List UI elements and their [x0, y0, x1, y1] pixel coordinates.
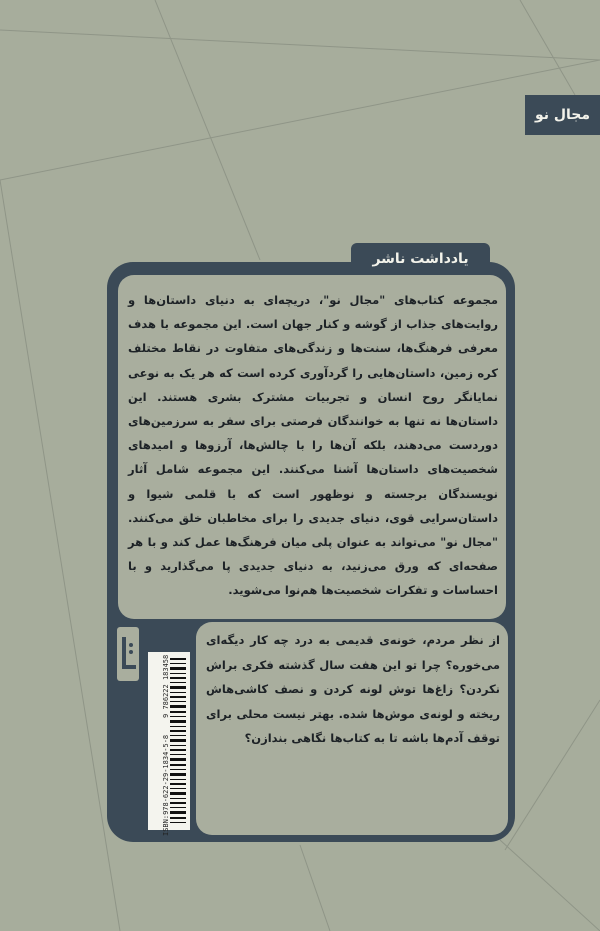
- barcode-number: 9 786222 183458: [162, 654, 170, 718]
- section-title: یادداشت ناشر: [372, 250, 469, 267]
- quote-text: از نظر مردم، خونه‌ی قدیمی به درد چه کار دیگه‌ای می‌خوره؟ چرا تو این هفت سال گذشته فکری براش نکردن؟ زاغ‌ها توش لونه کردن و نصف کاشی‌هاش ریخته و لونه‌ی موش‌ها شده. بهتر نیست محلی برای توقف آدم‌ها باشه تا به کتاب‌ها نگاهی بندازن؟: [206, 633, 500, 745]
- isbn-label: [162, 655, 170, 836]
- publisher-note-text: مجموعه کتاب‌های "مجال نو"، دریچه‌ای به دنیای داستان‌ها و روایت‌های جذاب از گوشه و کنار جهان است. این مجموعه با هدف معرفی فرهنگ‌ها، سنت‌ها و زندگی‌های متفاوت در نقاط مختلف کره زمین، داستان‌هایی را گردآوری کرده است که هر یک به نوعی نمایانگر روح انسان و تجربیات مشترک بشری هستند. این داستان‌ها نه تنها به خوانندگان فرصتی برای سفر به سرزمین‌های دوردست می‌دهند، بلکه آن‌ها را با چالش‌ها، آرزوها و امیدهای شخصیت‌های داستان‌ها آشنا می‌کنند. این مجموعه شامل آثار نویسندگان برجسته و نوظهور است که با قلمی شیوا و داستان‌سرایی قوی، دنیای جدیدی را برای مخاطبان خلق می‌کنند. "مجال نو" می‌تواند به عنوان پلی میان فرهنگ‌ها عمل کند و با هر صفحه‌ای که ورق می‌زنید، به دنیای جدیدی پا می‌گذارید و با احساسات و تفکرات شخصیت‌ها هم‌نوا می‌شوید.: [128, 293, 498, 598]
- isbn-text: ISBN:978-622-29-1834-5-8: [162, 734, 170, 836]
- publisher-logo: [115, 625, 141, 683]
- series-tab: [525, 95, 600, 135]
- series-tab-label: مجال نو: [534, 107, 591, 123]
- section-title-badge: [351, 243, 490, 274]
